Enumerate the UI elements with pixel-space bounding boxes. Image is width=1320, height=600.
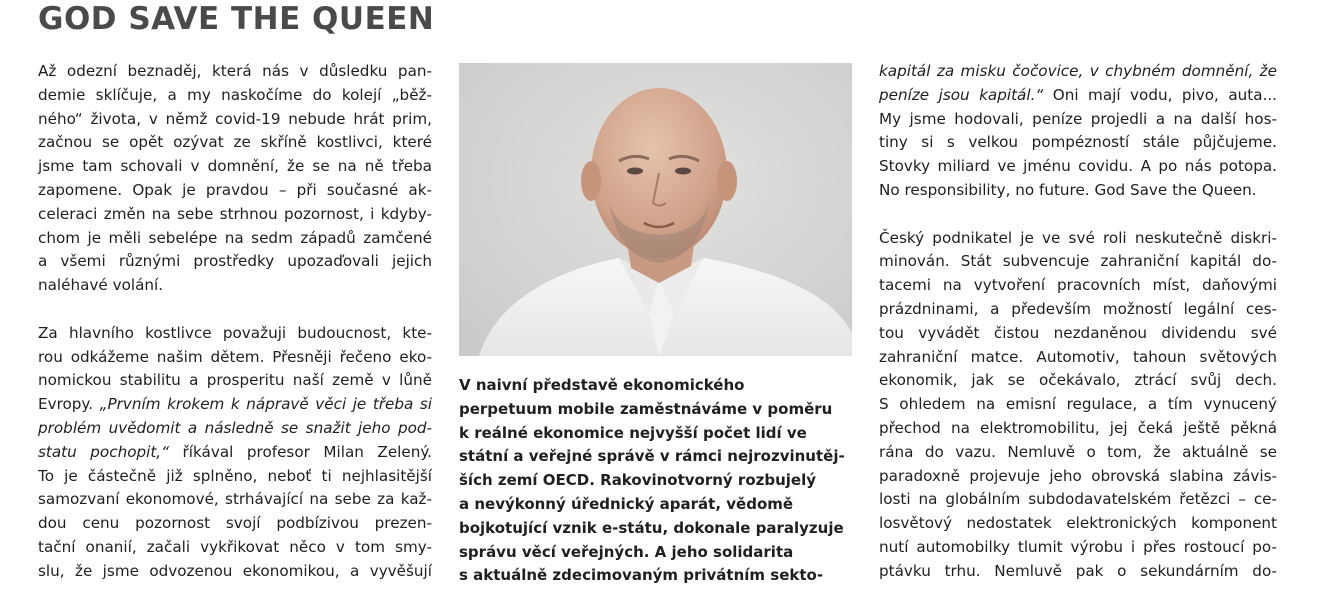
right-paragraph-1 bbox=[879, 60, 1277, 203]
text-line: My jsme hodovali, peníze projedli a na další hos- bbox=[879, 109, 1277, 128]
photo-caption bbox=[459, 374, 859, 588]
portrait-photo-icon bbox=[459, 63, 852, 356]
text-line: tou vyvádět čistou nezdaněnou dividendu své bbox=[879, 323, 1277, 342]
text-line: No responsibility, no future. God Save the Queen. bbox=[879, 180, 1257, 199]
text-line bbox=[38, 441, 432, 465]
article-title: GOD SAVE THE QUEEN bbox=[38, 1, 435, 37]
text-line: chom je měli sebelépe na sedm západů zamčené bbox=[38, 228, 432, 247]
text-line: Za hlavního kostlivce považuji budoucnost, kte- bbox=[38, 323, 432, 342]
text-line: tiny si s velkou pompézností stále půjčujeme. bbox=[879, 133, 1277, 152]
quote-text: kapitál za misku čočovice, v chybném domnění, že bbox=[879, 62, 1277, 80]
text-line bbox=[38, 417, 432, 441]
caption-line: s aktuálně zdecimovaným privátním sekto- bbox=[459, 566, 824, 585]
left-paragraph-1 bbox=[38, 60, 432, 298]
caption-line: k reálné ekonomice nejvyšší počet lidí ve bbox=[459, 423, 807, 442]
text-line: zahraniční matce. Automotiv, tahoun světových bbox=[879, 347, 1277, 366]
text-line: ptávku trhu. Nemluvě pak o sekundárním do- bbox=[879, 561, 1277, 580]
text-line: paradoxně projevuje jeho obrovská slabina závis- bbox=[879, 466, 1277, 485]
text-line: dou cenu pozornost svojí podbízivou prezen- bbox=[38, 514, 432, 533]
right-column bbox=[879, 60, 1277, 584]
quote-text: peníze jsou kapitál.“ bbox=[879, 85, 1044, 104]
text-line: losvětový nedostatek elektronických komponent bbox=[879, 514, 1277, 533]
text-line: Stovky miliard ve jménu covidu. A po nás potopa. bbox=[879, 157, 1277, 176]
caption-line: správu věcí veřejných. A jeho solidarita bbox=[459, 542, 794, 561]
text-line bbox=[879, 84, 1277, 108]
text-line: nutí automobilky tlumit výrobu i přes rostoucí po- bbox=[879, 537, 1277, 556]
text-line: prázdninami, a především možností legální ces- bbox=[879, 299, 1277, 318]
text-line: zapomene. Opak je pravdou – při současné ak- bbox=[38, 180, 432, 199]
left-column bbox=[38, 60, 432, 584]
text-line: demie sklíčuje, a my naskočíme do kolejí „běž- bbox=[38, 85, 432, 104]
text-line: naléhavé volání. bbox=[38, 276, 164, 295]
caption-line: státní a veřejné správě v rámci nejrozvinutěj- bbox=[459, 447, 845, 466]
text-line: tacemi na vytvoření pracovních míst, daňovými bbox=[879, 276, 1277, 295]
text-run: Evropy. bbox=[38, 395, 94, 414]
caption-line: V naivní představě ekonomického bbox=[459, 376, 745, 394]
text-line: ného“ života, v němž covid-19 nebude hrát prim, bbox=[38, 109, 432, 128]
text-line: slu, že jsme odvozenou ekonomikou, a vyvěšují bbox=[38, 561, 432, 580]
text-line: tační onanií, začali vykřikovat něco v tom smy- bbox=[38, 537, 432, 556]
text-line: a všemi různými prostředky upozaďovali jejich bbox=[38, 252, 432, 271]
text-line: rou odkážeme našim dětem. Přesněji řečeno eko- bbox=[38, 347, 432, 366]
text-line: Český podnikatel je ve své roli neskutečně diskri- bbox=[879, 228, 1277, 247]
text-line bbox=[38, 393, 432, 417]
text-run: Oni mají vodu, pivo, auta... bbox=[1052, 85, 1278, 104]
text-line: samozvaní ekonomové, strhávající na sebe za kaž- bbox=[38, 490, 432, 509]
caption-line: bojkotující vznik e-státu, dokonale paralyzuje bbox=[459, 518, 844, 537]
text-line: celeraci změn na sebe strhnou pozornost, i kdyby- bbox=[38, 204, 432, 223]
text-line bbox=[879, 60, 1277, 84]
text-line: jsme tam schovali v domnění, že se na ně třeba bbox=[38, 157, 432, 176]
portrait-photo bbox=[459, 63, 852, 356]
quote-text: statu pochopit,“ bbox=[38, 442, 169, 461]
left-paragraph-2 bbox=[38, 322, 432, 584]
text-run: říkával profesor Milan Zelený. bbox=[182, 442, 433, 461]
text-line: Až odezní beznaděj, která nás v důsledku pan- bbox=[38, 62, 432, 80]
caption-line: ších zemí OECD. Rakovinotvorný rozbujelý bbox=[459, 471, 817, 490]
right-paragraph-2 bbox=[879, 227, 1277, 584]
text-line: začnou se opět ozývat ze skříně kostlivci, které bbox=[38, 133, 432, 152]
text-line: rána do vazu. Nemluvě o tom, že aktuálně se bbox=[879, 442, 1277, 461]
quote-text: „Prvním krokem k nápravě věci je třeba si bbox=[99, 395, 433, 414]
text-line: nomickou stabilitu a prosperitu naší země v lůně bbox=[38, 371, 432, 390]
text-line: přechod na elektromobilitu, jej čeká ještě pěkná bbox=[879, 418, 1277, 437]
quote-text: problém uvědomit a následně se snažit jeho pod- bbox=[38, 418, 432, 437]
text-line: To je částečně již splněno, neboť ti nejhlasitější bbox=[38, 466, 432, 485]
text-line: ekonomik, jak se očekávalo, ztrácí svůj dech. bbox=[879, 371, 1277, 390]
text-line: minován. Stát subvencuje zahraniční kapitál do- bbox=[879, 252, 1277, 271]
caption-line: perpetuum mobile zaměstnáváme v poměru bbox=[459, 399, 833, 418]
text-line: losti na globálním subdodavatelském řetězci – ce- bbox=[879, 490, 1277, 509]
text-line: S ohledem na emisní regulace, a tím vynucený bbox=[879, 395, 1277, 414]
caption-line: a nevýkonný úřednický aparát, vědomě bbox=[459, 494, 794, 513]
